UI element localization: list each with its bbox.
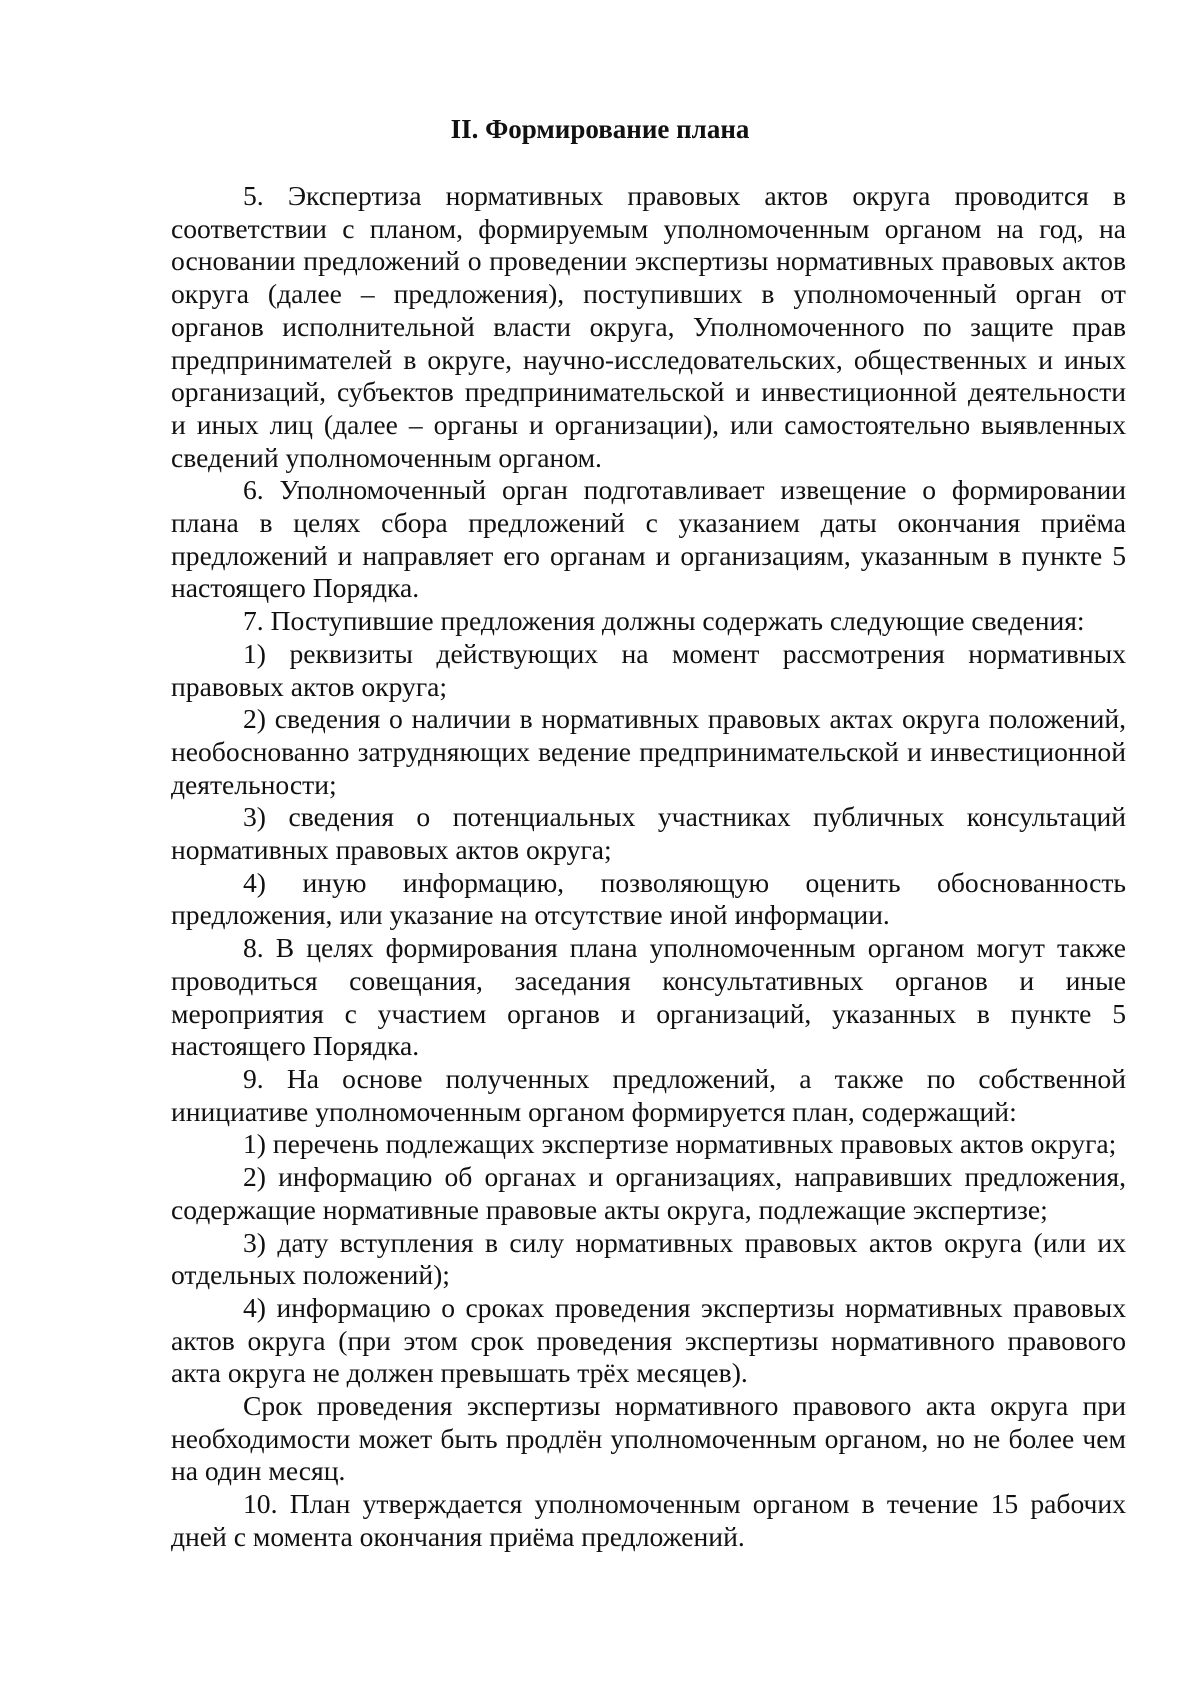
paragraph-item-9-2: 2) информацию об органах и организациях, направивших предложения, содержащие нормативные правовые акты округа, подлежащие экспертизе; [171, 1161, 1126, 1225]
paragraph-item-9: 9. На основе полученных предложений, а также по собственной инициативе уполномоченным органом формируется план, содержащий: [171, 1062, 1126, 1127]
paragraph-item-7: 7. Поступившие предложения должны содержать следующие сведения: [243, 605, 1085, 637]
document-body [171, 180, 1126, 1554]
paragraph-item-7-2: 2) сведения о наличии в нормативных правовых актах округа положений, необоснованно затрудняющих ведение предпринимательской и инвестиционной деятельности; [171, 703, 1126, 800]
paragraph-item-9-1: 1) перечень подлежащих экспертизе нормативных правовых актов округа; [243, 1128, 1117, 1160]
paragraph-item-8: 8. В целях формирования плана уполномоченным органом могут также проводиться совещания, заседания консультативных органов и иные мероприятия с участием органов и организаций, указанных в пункте 5 настоящего Порядка. [171, 932, 1126, 1062]
paragraph-item-7-3: 3) сведения о потенциальных участниках публичных консультаций нормативных правовых актов округа; [171, 801, 1126, 866]
paragraph-item-5: 5. Экспертиза нормативных правовых актов округа проводится в соответствии с планом, формируемым уполномоченным органом на год, на основании предложений о проведении экспертизы нормативных правовых актов округа (далее – предложения), поступивших в уполномоченный орган от органов исполнительной власти округа, Уполномоченного по защите прав предпринимателей в округе, научно-исследовательских, общественных и иных организаций, субъектов предпринимательской и инвестиционной деятельности и иных лиц (далее – органы и организации), или самостоятельно выявленных сведений уполномоченным органом. [171, 180, 1126, 473]
paragraph-item-9-4: 4) информацию о сроках проведения экспертизы нормативных правовых актов округа (при этом срок проведения экспертизы нормативного правового акта округа не должен превышать трёх месяцев). [171, 1291, 1126, 1389]
paragraph-item-9-3: 3) дату вступления в силу нормативных правовых актов округа (или их отдельных положений); [171, 1226, 1126, 1291]
paragraph-item-7-1: 1) реквизиты действующих на момент рассмотрения нормативных правовых актов округа; [171, 637, 1126, 702]
paragraph-item-10: 10. План утверждается уполномоченным органом в течение 15 рабочих дней с момента окончания приёма предложений. [171, 1488, 1126, 1552]
section-heading: II. Формирование плана [450, 114, 750, 144]
paragraph-term-extension: Срок проведения экспертизы нормативного правового акта округа при необходимости может быть продлён уполномоченным органом, но не более чем на один месяц. [171, 1390, 1126, 1487]
paragraph-item-6: 6. Уполномоченный орган подготавливает извещение о формировании плана в целях сбора предложений с указанием даты окончания приёма предложений и направляет его органам и организациям, указанным в пункте 5 настоящего Порядка. [171, 474, 1126, 604]
paragraph-item-7-4: 4) иную информацию, позволяющую оценить обоснованность предложения, или указание на отсутствие иной информации. [171, 866, 1126, 931]
